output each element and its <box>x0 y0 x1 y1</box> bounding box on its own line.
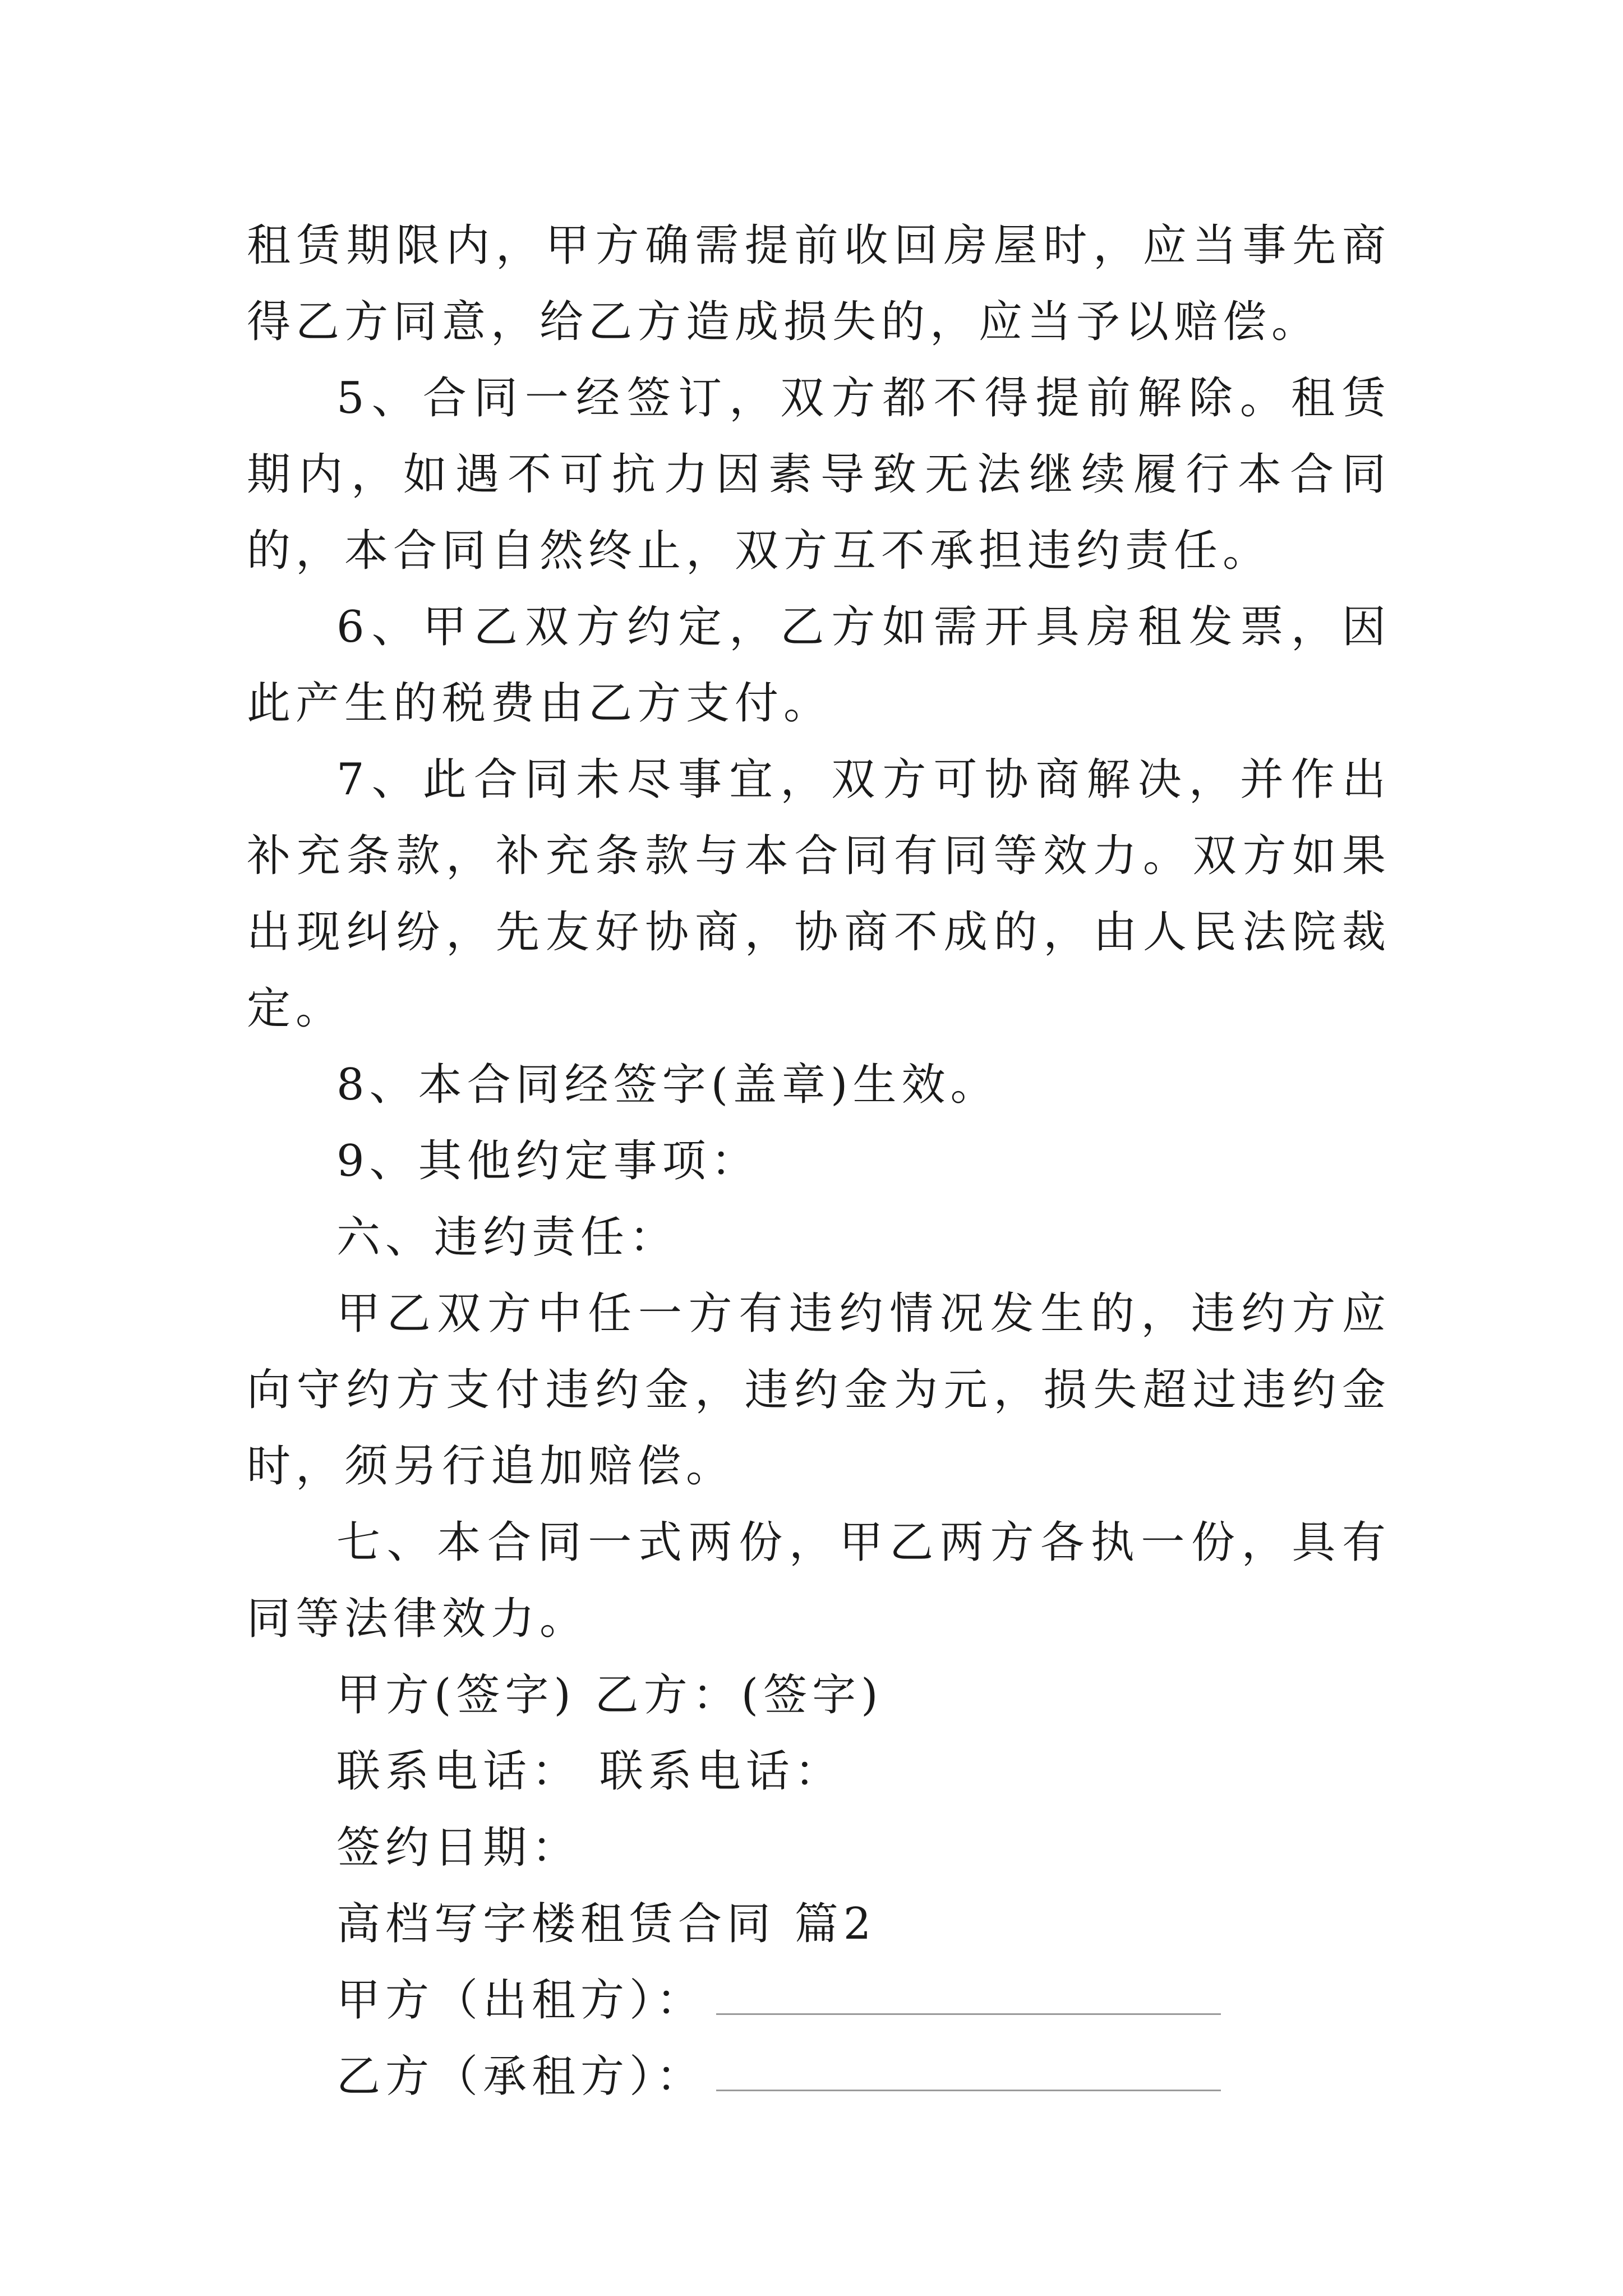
contact-phone-line: 联系电话： 联系电话： <box>336 1746 843 1797</box>
document-body <box>247 208 1391 2115</box>
paragraph-clause-6: 6、甲乙双方约定，乙方如需开具房租发票，因此产生的税费由乙方支付。 <box>247 602 1391 729</box>
paragraph-clause-5: 5、合同一经签订，双方都不得提前解除。租赁期内，如遇不可抗力因素导致无法继续履行本合同的，本合同自然终止，双方互不承担违约责任。 <box>247 373 1391 576</box>
lessor-field-label: 甲方（出租方）： <box>336 1975 706 2026</box>
lessor-blank-line[interactable] <box>716 1970 1221 2015</box>
paragraph-clause-7: 7、此合同未尽事宜，双方可协商解决，并作出补充条款，补充条款与本合同有同等效力。双方如果出现纠纷，先友好协商，协商不成的，由人民法院裁定。 <box>247 754 1391 1034</box>
lessee-field-label: 乙方（承租方）： <box>336 2051 706 2102</box>
paragraph-clause-8: 8、本合同经签字(盖章)生效。 <box>336 1060 999 1110</box>
lessee-field-row <box>247 2039 1391 2115</box>
contract-2-title: 高档写字楼租赁合同 篇2 <box>336 1899 877 1949</box>
section-heading-breach: 六、违约责任： <box>336 1212 679 1263</box>
signing-date-line: 签约日期： <box>336 1823 581 1873</box>
paragraph-lease-term: 租赁期限内，甲方确需提前收回房屋时，应当事先商得乙方同意，给乙方造成损失的，应当予以赔偿。 <box>247 220 1391 347</box>
paragraph-clause-9: 9、其他约定事项： <box>336 1136 760 1186</box>
lessor-field-row <box>247 1962 1391 2039</box>
lessee-blank-line[interactable] <box>716 2046 1221 2091</box>
paragraph-copies: 七、本合同一式两份，甲乙两方各执一份，具有同等法律效力。 <box>247 1517 1391 1644</box>
signature-line: 甲方(签字) 乙方：(签字) <box>336 1670 883 1720</box>
paragraph-breach-liability: 甲乙双方中任一方有违约情况发生的，违约方应向守约方支付违约金，违约金为元，损失超过违约金时，须另行追加赔偿。 <box>247 1289 1391 1492</box>
